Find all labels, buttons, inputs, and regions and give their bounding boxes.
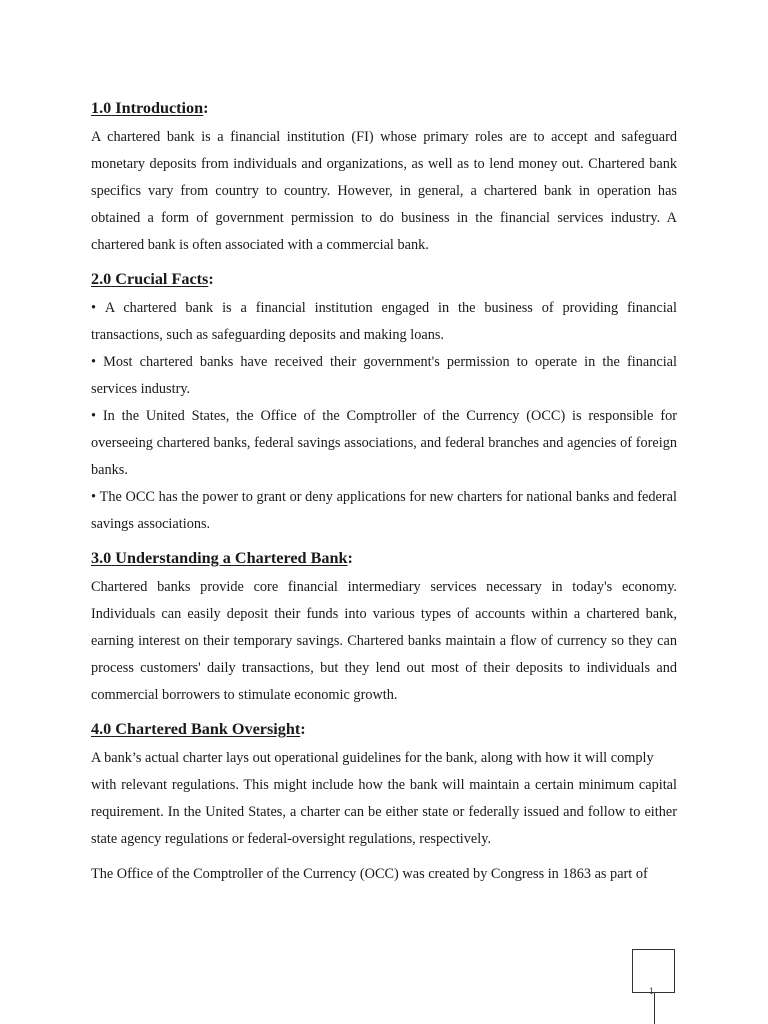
section-heading: 4.0 Chartered Bank Oversight:: [91, 720, 306, 738]
section-understanding: [91, 547, 677, 709]
bullet-item: • The OCC has the power to grant or deny applications for new charters for national banks and federal savings associations.: [91, 484, 677, 538]
paragraph: A bank’s actual charter lays out operational guidelines for the bank, along with how it will comply: [91, 750, 654, 766]
section-crucial-facts: [91, 268, 677, 538]
document-body: [91, 93, 677, 888]
bullet-item: • Most chartered banks have received their government's permission to operate in the financial services industry.: [91, 349, 677, 403]
paragraph: with relevant regulations. This might include how the bank will maintain a certain minimum capital requirement. In the United States, a charter can be either state or federally issued and follow to either state agency regulations or federal-oversight regulations, respectively.: [91, 777, 677, 847]
bullet-item: • In the United States, the Office of the Comptroller of the Currency (OCC) is responsible for overseeing chartered banks, federal savings associations, and federal branches and agencies of foreign banks.: [91, 403, 677, 484]
section-heading: 2.0 Crucial Facts:: [91, 270, 214, 288]
paragraph: Chartered banks provide core financial intermediary services necessary in today's economy. Individuals can easily deposit their funds into various types of accounts within a chartered bank, earning interest on their temporary savings. Chartered banks maintain a flow of currency so they can process customers' daily transactions, but they lend out most of their deposits to individuals and commercial borrowers to stimulate economic growth.: [91, 579, 677, 703]
section-heading: 3.0 Understanding a Chartered Bank:: [91, 549, 353, 567]
bullet-item: • A chartered bank is a financial institution engaged in the business of providing financial transactions, such as safeguarding deposits and making loans.: [91, 295, 677, 349]
paragraph: A chartered bank is a financial institution (FI) whose primary roles are to accept and safeguard monetary deposits from individuals and organizations, as well as to lend money out. Chartered bank specifics vary from country to country. However, in general, a chartered bank in operation has obtained a form of government permission to do business in the financial services industry. A chartered bank is often associated with a commercial bank.: [91, 129, 677, 253]
page-number: 1: [649, 986, 654, 996]
page-number-line: [654, 993, 655, 1024]
paragraph: The Office of the Comptroller of the Currency (OCC) was created by Congress in 1863 as part of: [91, 866, 648, 882]
section-heading: 1.0 Introduction:: [91, 99, 209, 117]
section-oversight: [91, 718, 677, 888]
section-introduction: [91, 97, 677, 259]
page-number-box: [632, 949, 675, 993]
